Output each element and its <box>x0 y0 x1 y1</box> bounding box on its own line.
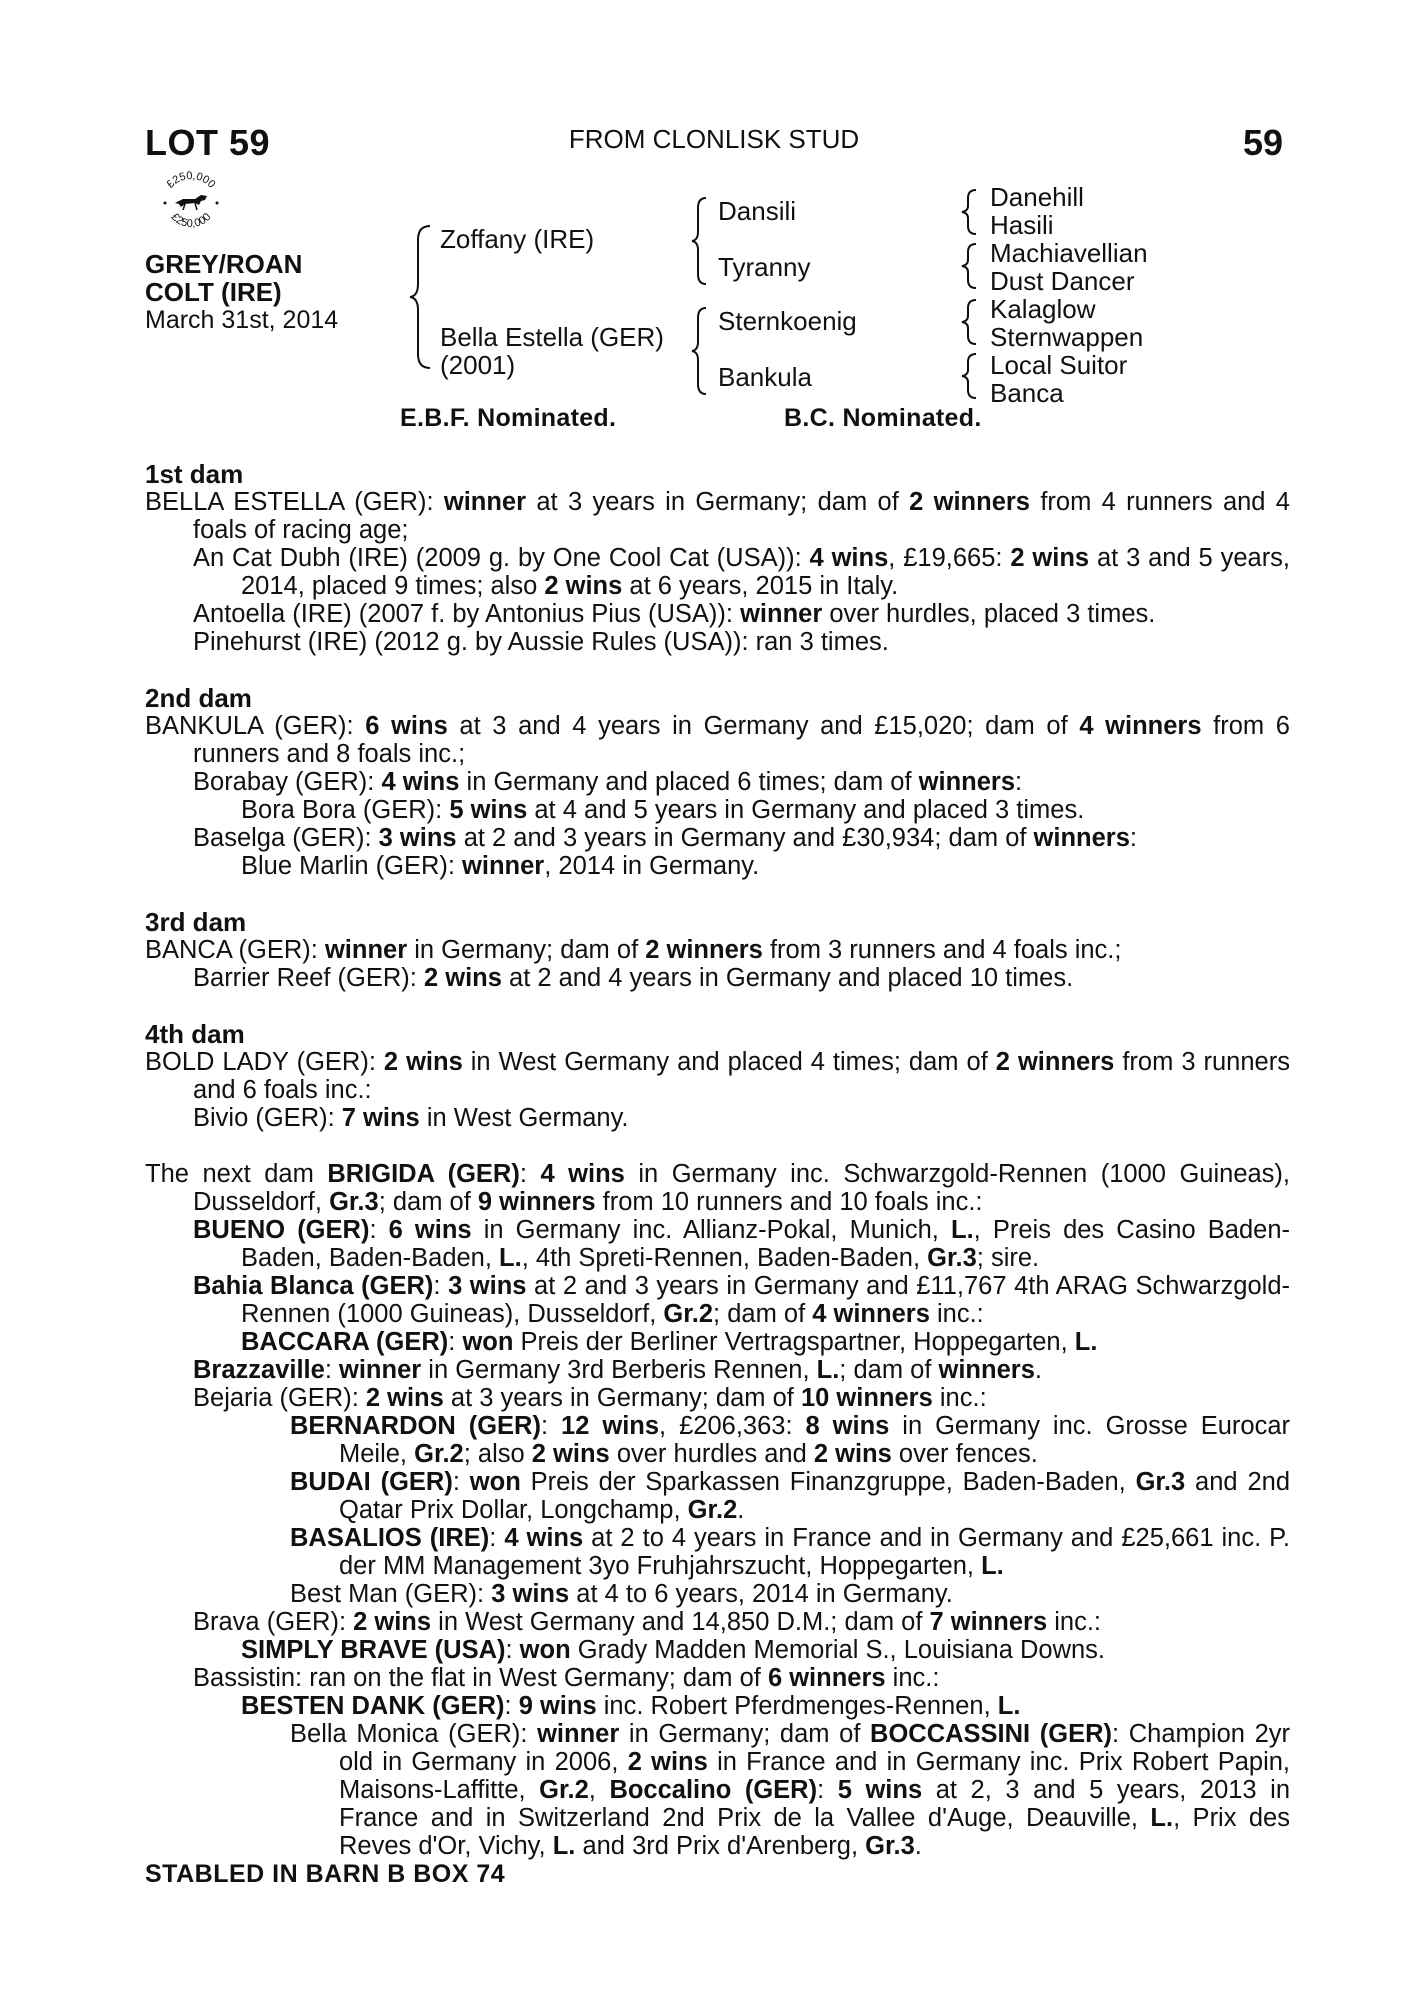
pedigree-brace <box>960 186 980 238</box>
horse-colour: GREY/ROAN <box>145 249 303 279</box>
pedigree-brace <box>690 304 710 398</box>
svg-text:£250,000: £250,000 <box>168 211 214 231</box>
progeny-best-man: Best Man (GER): 3 wins at 4 to 6 years, 2014 in Germany. <box>290 1580 953 1608</box>
progeny-brava: Brava (GER): 2 wins in West Germany and 14,850 D.M.; dam of 7 winners inc.: <box>193 1608 1101 1636</box>
horse-sex: COLT (IRE) <box>145 277 282 307</box>
gen2-tyranny: Tyranny <box>718 252 811 282</box>
progeny-borabay: Borabay (GER): 4 wins in Germany and placed 6 times; dam of winners: <box>193 768 1023 796</box>
bc-nominated: B.C. Nominated. <box>784 404 982 432</box>
pedigree-brace <box>408 222 434 372</box>
progeny-bueno: BUENO (GER): 6 wins in Germany inc. Allianz-Pokal, Munich, L., Preis des Casino Baden-Baden, Baden-Baden, L., 4th Spreti-Rennen, Baden-Baden, Gr.3; sire. <box>193 1216 1290 1272</box>
price-badge <box>155 165 227 237</box>
progeny-bassistin: Bassistin: ran on the flat in West Germany; dam of 6 winners inc.: <box>193 1664 940 1692</box>
pedigree-brace <box>960 296 980 348</box>
section-heading-3rd-dam: 3rd dam <box>145 907 247 937</box>
stabling-info: STABLED IN BARN B BOX 74 <box>145 1860 506 1888</box>
section-heading-2nd-dam: 2nd dam <box>145 683 252 713</box>
progeny-basalios: BASALIOS (IRE): 4 wins at 2 to 4 years in France and in Germany and £25,661 inc. P. der MM Management 3yo Fruhjahrszucht, Hoppegarten, L. <box>290 1524 1290 1580</box>
horse-dob: March 31st, 2014 <box>145 306 339 334</box>
gen2-sternkoenig: Sternkoenig <box>718 306 857 336</box>
horse-colour-sex <box>145 250 302 306</box>
progeny-bella-monica: Bella Monica (GER): winner in Germany; dam of BOCCASSINI (GER): Champion 2yr old in Germany in 2006, 2 wins in France and in Germany inc. Prix Robert Papin, Maisons-Laffitte, Gr.2, Boccalino (GER): 5 wins at 2, 3 and 5 years, 2013 in France and in Switzerland 2nd Prix de la Vallee d'Auge, Deauville, L., Prix des Reves d'Or, Vichy, L. and 3rd Prix d'Arenberg, Gr.3. <box>290 1720 1291 1860</box>
progeny-antoella: Antoella (IRE) (2007 f. by Antonius Pius (USA)): winner over hurdles, placed 3 times. <box>193 600 1156 628</box>
gen3-banca: Banca <box>990 378 1064 408</box>
gen3-local-suitor: Local Suitor <box>990 350 1128 380</box>
progeny-besten-dank: BESTEN DANK (GER): 9 wins inc. Robert Pferdmenges-Rennen, L. <box>241 1692 1021 1720</box>
pedigree-brace <box>960 240 980 292</box>
pedigree-brace <box>690 194 710 288</box>
gen3-dust-dancer: Dust Dancer <box>990 266 1135 296</box>
horse-icon <box>175 195 207 210</box>
gen2-bankula: Bankula <box>718 362 812 392</box>
progeny-blue-marlin: Blue Marlin (GER): winner, 2014 in Germany. <box>241 852 760 880</box>
section-heading-1st-dam: 1st dam <box>145 459 244 489</box>
gen3-sternwappen: Sternwappen <box>990 322 1144 352</box>
progeny-baselga: Baselga (GER): 3 wins at 2 and 3 years in Germany and £30,934; dam of winners: <box>193 824 1138 852</box>
progeny-baccara: BACCARA (GER): won Preis der Berliner Vertragspartner, Hoppegarten, L. <box>241 1328 1098 1356</box>
progeny-bejaria: Bejaria (GER): 2 wins at 3 years in Germany; dam of 10 winners inc.: <box>193 1384 987 1412</box>
progeny-bivio: Bivio (GER): 7 wins in West Germany. <box>193 1104 629 1132</box>
progeny-an-cat-dubh: An Cat Dubh (IRE) (2009 g. by One Cool Cat (USA)): 4 wins, £19,665: 2 wins at 3 and 5 years, 2014, placed 9 times; also 2 wins at 6 years, 2015 in Italy. <box>193 544 1291 600</box>
progeny-budai: BUDAI (GER): won Preis der Sparkassen Finanzgruppe, Baden-Baden, Gr.3 and 2nd Qatar Prix Dollar, Longchamp, Gr.2. <box>290 1468 1290 1524</box>
dam: Bella Estella (GER) <box>440 322 664 352</box>
progeny-bahia-blanca: Bahia Blanca (GER): 3 wins at 2 and 3 years in Germany and £11,767 4th ARAG Schwarzgold-Rennen (1000 Guineas), Dusseldorf, Gr.2; dam of 4 winners inc.: <box>193 1272 1290 1328</box>
gen2-dansili: Dansili <box>718 196 797 226</box>
section-heading-4th-dam: 4th dam <box>145 1019 245 1049</box>
gen3-kalaglow: Kalaglow <box>990 294 1096 324</box>
pedigree-brace <box>960 350 980 402</box>
dam1-entry: BELLA ESTELLA (GER): winner at 3 years in Germany; dam of 2 winners from 4 runners and 4 foals of racing age; <box>145 488 1290 544</box>
gen3-machiavellian: Machiavellian <box>990 238 1148 268</box>
next-dam-entry: The next dam BRIGIDA (GER): 4 wins in Germany inc. Schwarzgold-Rennen (1000 Guineas), Dusseldorf, Gr.3; dam of 9 winners from 10 runners and 10 foals inc.: <box>145 1160 1291 1216</box>
pedigree-notes <box>145 460 1290 1888</box>
gen3-hasili: Hasili <box>990 210 1054 240</box>
svg-text:£250,000: £250,000 <box>164 169 218 191</box>
progeny-brazzaville: Brazzaville: winner in Germany 3rd Berberis Rennen, L.; dam of winners. <box>193 1356 1042 1384</box>
progeny-bora-bora: Bora Bora (GER): 5 wins at 4 and 5 years in Germany and placed 3 times. <box>241 796 1085 824</box>
consignor: FROM CLONLISK STUD <box>568 124 860 154</box>
dam-year: (2001) <box>440 350 516 380</box>
ebf-nominated: E.B.F. Nominated. <box>400 404 617 432</box>
progeny-simply-brave: SIMPLY BRAVE (USA): won Grady Madden Memorial S., Louisiana Downs. <box>241 1636 1106 1664</box>
progeny-barrier-reef: Barrier Reef (GER): 2 wins at 2 and 4 years in Germany and placed 10 times. <box>193 964 1074 992</box>
lot-number: 59 <box>1242 122 1283 163</box>
progeny-bernardon: BERNARDON (GER): 12 wins, £206,363: 8 wins in Germany inc. Grosse Eurocar Meile, Gr.2; also 2 wins over hurdles and 2 wins over fences. <box>290 1412 1291 1468</box>
progeny-pinehurst: Pinehurst (IRE) (2012 g. by Aussie Rules (USA)): ran 3 times. <box>193 628 889 656</box>
dam2-entry: BANKULA (GER): 6 wins at 3 and 4 years in Germany and £15,020; dam of 4 winners from 6 runners and 8 foals inc.; <box>145 712 1290 768</box>
dam4-entry: BOLD LADY (GER): 2 wins in West Germany and placed 4 times; dam of 2 winners from 3 runners and 6 foals inc.: <box>145 1048 1290 1104</box>
gen3-danehill: Danehill <box>990 182 1084 212</box>
sire: Zoffany (IRE) <box>440 224 595 254</box>
lot-title: LOT 59 <box>145 122 271 163</box>
dam3-entry: BANCA (GER): winner in Germany; dam of 2 winners from 3 runners and 4 foals inc.; <box>145 936 1122 964</box>
